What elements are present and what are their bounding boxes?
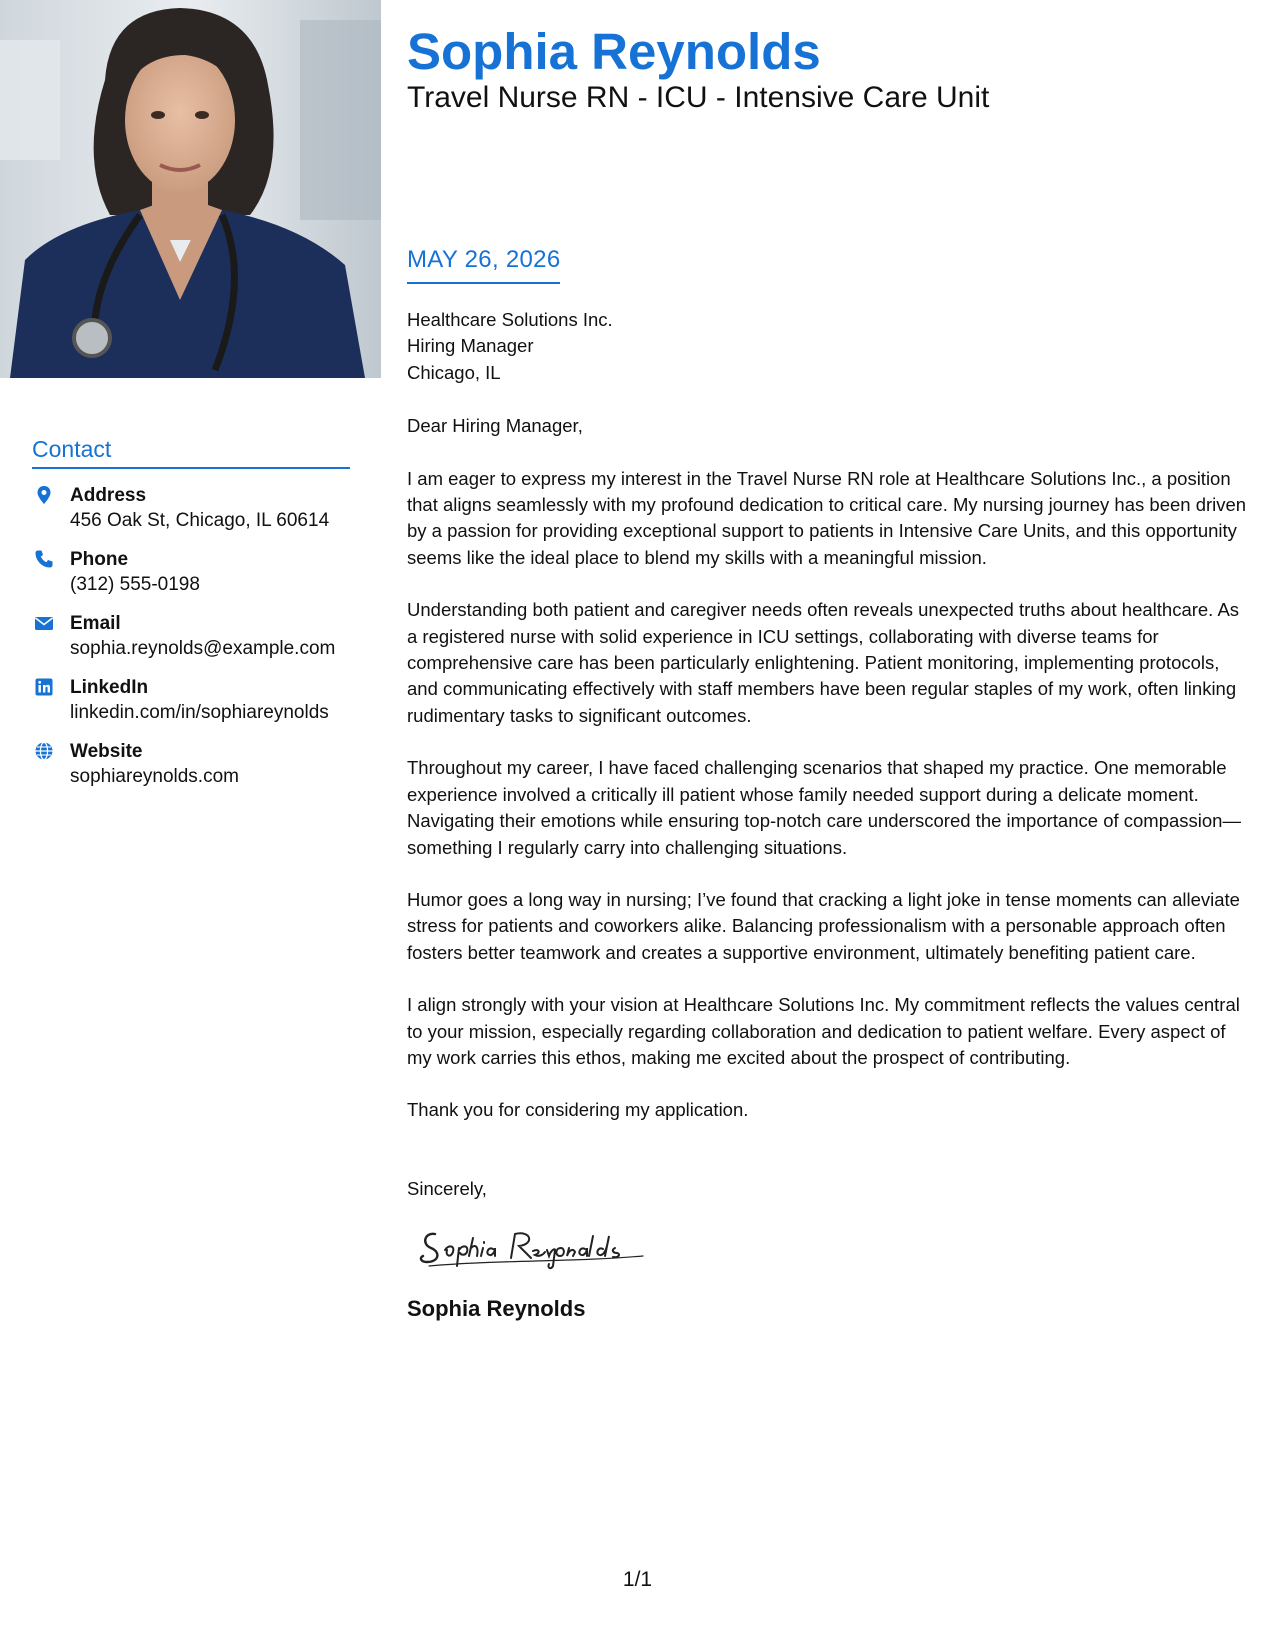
globe-icon [34,741,54,761]
recipient-location: Chicago, IL [407,361,501,383]
recipient-company: Healthcare Solutions Inc. [407,309,613,330]
contact-phone [32,547,350,597]
closing: Sincerely, [407,1177,487,1199]
linkedin-value[interactable]: linkedin.com/in/sophiareynolds [70,702,329,723]
paragraph: Throughout my career, I have faced challenging scenarios that shaped my practice. One memorable experience involved a critically ill patient whose family needed support during a delicate moment. Navigating their emotions while ensuring top-notch care underscored the importance of compassion—something I regularly carry into challenging situations. [407,757,1241,858]
signer-name: Sophia Reynolds [407,1295,586,1321]
address-label: Address [70,485,147,506]
handwritten-signature [415,1222,1247,1277]
candidate-name: Sophia Reynolds [407,23,821,80]
paragraph: Understanding both patient and caregiver needs often reveals unexpected truths about healthcare. As a registered nurse with solid experience in ICU settings, collaborating with diverse teams for comprehensive care has been particularly enlightening. Patient monitoring, implementing protocols, and communicating effectively with staff members have been regular staples of my work, often linking rudimentary tasks to significant outcomes. [407,599,1240,726]
letter-date: MAY 26, 2026 [407,246,560,284]
contact-email [32,611,350,661]
recipient-role: Hiring Manager [407,335,534,357]
salutation: Dear Hiring Manager, [407,415,583,437]
location-pin-icon [34,485,54,505]
linkedin-label: LinkedIn [70,677,149,698]
phone-label: Phone [70,549,129,570]
page-number: 1/1 [622,1568,653,1591]
paragraph: Thank you for considering my application. [407,1099,749,1121]
header [407,22,989,116]
email-value[interactable]: sophia.reynolds@example.com [70,638,336,659]
contact-sidebar [32,436,350,803]
paragraph: I align strongly with your vision at Healthcare Solutions Inc. My commitment reflects the values central to your mission, especially regarding collaboration and dedication to patient welfare. Every aspect of my work carries this ethos, making me excited about the prospect of contributing. [407,994,1240,1068]
contact-website [32,739,350,789]
address-value: 456 Oak St, Chicago, IL 60614 [70,510,330,531]
job-title: Travel Nurse RN - ICU - Intensive Care Unit [407,81,990,114]
paragraph: I am eager to express my interest in the Travel Nurse RN role at Healthcare Solutions Inc., a position that aligns seamlessly with my profound dedication to critical care. My nursing journey has been driven by a passion for providing exceptional support to patients in Intensive Care Units, and this opportunity seems like the ideal place to blend my skills with a meaningful mission. [407,467,1247,568]
contact-address [32,483,350,533]
website-value[interactable]: sophiareynolds.com [70,766,239,787]
email-label: Email [70,613,121,634]
envelope-icon [34,613,54,633]
recipient-block [407,307,1247,386]
linkedin-icon [34,677,54,697]
website-label: Website [70,741,143,762]
phone-value: (312) 555-0198 [70,574,200,595]
profile-photo [0,0,381,378]
contact-heading: Contact [32,436,350,469]
contact-linkedin [32,675,350,725]
letter-body [407,307,1247,1322]
phone-icon [34,549,54,569]
paragraph: Humor goes a long way in nursing; I’ve found that cracking a light joke in tense moments can alleviate stress for patients and coworkers alike. Balancing professionalism with a personable approach often fosters better teamwork and creates a supportive environment, ultimately benefiting patient care. [407,888,1240,963]
